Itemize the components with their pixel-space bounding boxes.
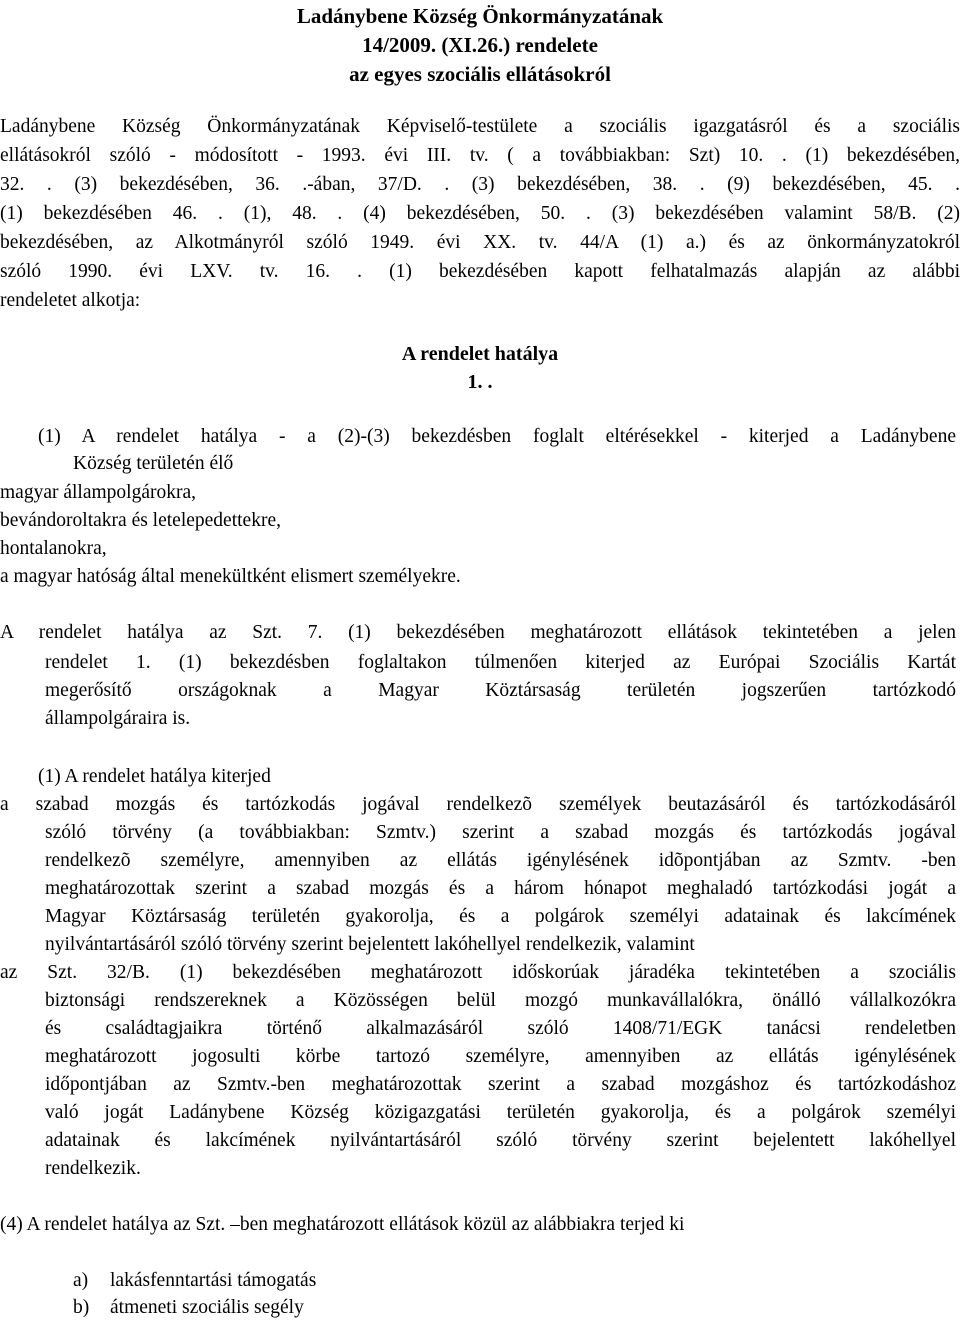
preamble-paragraph: [0, 112, 960, 315]
services-list-item: átmeneti szociális segély: [110, 1297, 304, 1318]
paragraph-2-line: rendelet 1. (1) bekezdésben foglaltakon túlmenően kiterjed az Európai Szociális Kartát: [45, 652, 956, 673]
paragraph-4-line: biztonsági rendszereknek a Közösségen belül mozgó munkavállalókra, önálló vállalkozókra: [45, 990, 956, 1011]
paragraph-4-line: és családtagjaikra történő alkalmazásáról szóló 1408/71/EGK tanácsi rendeletben: [45, 1018, 956, 1039]
preamble-line: bekezdésében, az Alkotmányról szóló 1949. évi XX. tv. 44/A (1) a.) és az önkormányzatokról: [0, 232, 960, 253]
preamble-line: rendeletet alkotja:: [0, 290, 141, 311]
header-line-municipality: Ladánybene Község Önkormányzatának: [296, 4, 664, 28]
scope-list-item: bevándoroltakra és letelepedettekre,: [0, 510, 281, 531]
paragraph-5-line: (4) A rendelet hatálya az Szt. –ben meghatározott ellátások közül az alábbiakra terjed ki: [0, 1214, 685, 1235]
paragraph-3-heading: (1) A rendelet hatálya kiterjed: [38, 766, 271, 787]
paragraph-3-line: a szabad mozgás és tartózkodás jogával rendelkezõ személyek beutazásáról és tartózkodásáról: [0, 794, 956, 815]
services-list-marker: b): [73, 1297, 90, 1318]
preamble-line: 32. . (3) bekezdésében, 36. .-ában, 37/D. . (3) bekezdésében, 38. . (9) bekezdésében, 45. .: [0, 174, 960, 195]
preamble-line: ellátásokról szóló - módosított - 1993. évi III. tv. ( a továbbiakban: Szt) 10. . (1) bekezdésében,: [0, 145, 960, 166]
services-list-marker: a): [73, 1270, 89, 1291]
paragraph-3-line: szóló törvény (a továbbiakban: Szmtv.) szerint a szabad mozgás és tartózkodás jogával: [45, 822, 956, 843]
paragraph-1-line: Község területén élő: [73, 453, 234, 474]
preamble-line: Ladánybene Község Önkormányzatának Képviselő-testülete a szociális igazgatásról és a szociális: [0, 116, 960, 137]
paragraph-1-line: (1) A rendelet hatálya - a (2)-(3) bekezdésben foglalt eltérésekkel - kiterjed a Ladánybene: [38, 426, 956, 447]
paragraph-2-line: A rendelet hatálya az Szt. 7. (1) bekezdésében meghatározott ellátások tekintetében a jelen: [0, 622, 956, 643]
paragraph-2-line: megerősítő országoknak a Magyar Köztársaság területén jogszerűen tartózkodó: [45, 680, 956, 701]
preamble-line: szóló 1990. évi LXV. tv. 16. . (1) bekezdésében kapott felhatalmazás alapján az alábbi: [0, 261, 960, 282]
paragraph-4-line: adatainak és lakcímének nyilvántartásáról szóló törvény szerint bejelentett lakóhellyel: [45, 1130, 956, 1151]
section-number: 1. .: [467, 371, 493, 393]
header-line-decree-number: 14/2009. (XI.26.) rendelete: [362, 33, 598, 57]
paragraph-4-line: meghatározott jogosulti körbe tartozó személyre, amennyiben az ellátás igénylésének: [45, 1046, 956, 1067]
paragraph-3-line: meghatározottak szerint a szabad mozgás és a három hónapot meghaladó tartózkodási jogát a: [45, 878, 956, 899]
scope-list-item: magyar állampolgárokra,: [0, 482, 196, 503]
paragraph-2-line: állampolgáraira is.: [45, 708, 191, 729]
paragraph-4-line: az Szt. 32/B. (1) bekezdésében meghatározott időskorúak járadéka tekintetében a szociális: [0, 962, 956, 983]
scope-list-item: a magyar hatóság által menekültként elismert személyekre.: [0, 566, 461, 587]
document-header: [0, 2, 960, 89]
preamble-line: (1) bekezdésében 46. . (1), 48. . (4) bekezdésében, 50. . (3) bekezdésében valamint 58/B. (2): [0, 203, 960, 224]
header-line-subject: az egyes szociális ellátásokról: [349, 62, 611, 86]
scope-list-item: hontalanokra,: [0, 538, 107, 559]
services-list-item: lakásfenntartási támogatás: [110, 1270, 317, 1291]
section-title: A rendelet hatálya: [401, 343, 559, 365]
paragraph-4-line: való jogát Ladánybene Község közigazgatási területén gyakorolja, és a polgárok személyi: [45, 1102, 956, 1123]
paragraph-3-line: nyilvántartásáról szóló törvény szerint bejelentett lakóhellyel rendelkezik, valamint: [45, 934, 695, 955]
paragraph-3-line: rendelkezõ személyre, amennyiben az ellátás igénylésének idõpontjában az Szmtv. -ben: [45, 850, 956, 871]
paragraph-4-line: rendelkezik.: [45, 1158, 141, 1179]
paragraph-4-line: időpontjában az Szmtv.-ben meghatározottak szerint a szabad mozgáshoz és tartózkodáshoz: [45, 1074, 956, 1095]
paragraph-3-line: Magyar Köztársaság területén gyakorolja, és a polgárok személyi adatainak és lakcímének: [45, 906, 956, 927]
